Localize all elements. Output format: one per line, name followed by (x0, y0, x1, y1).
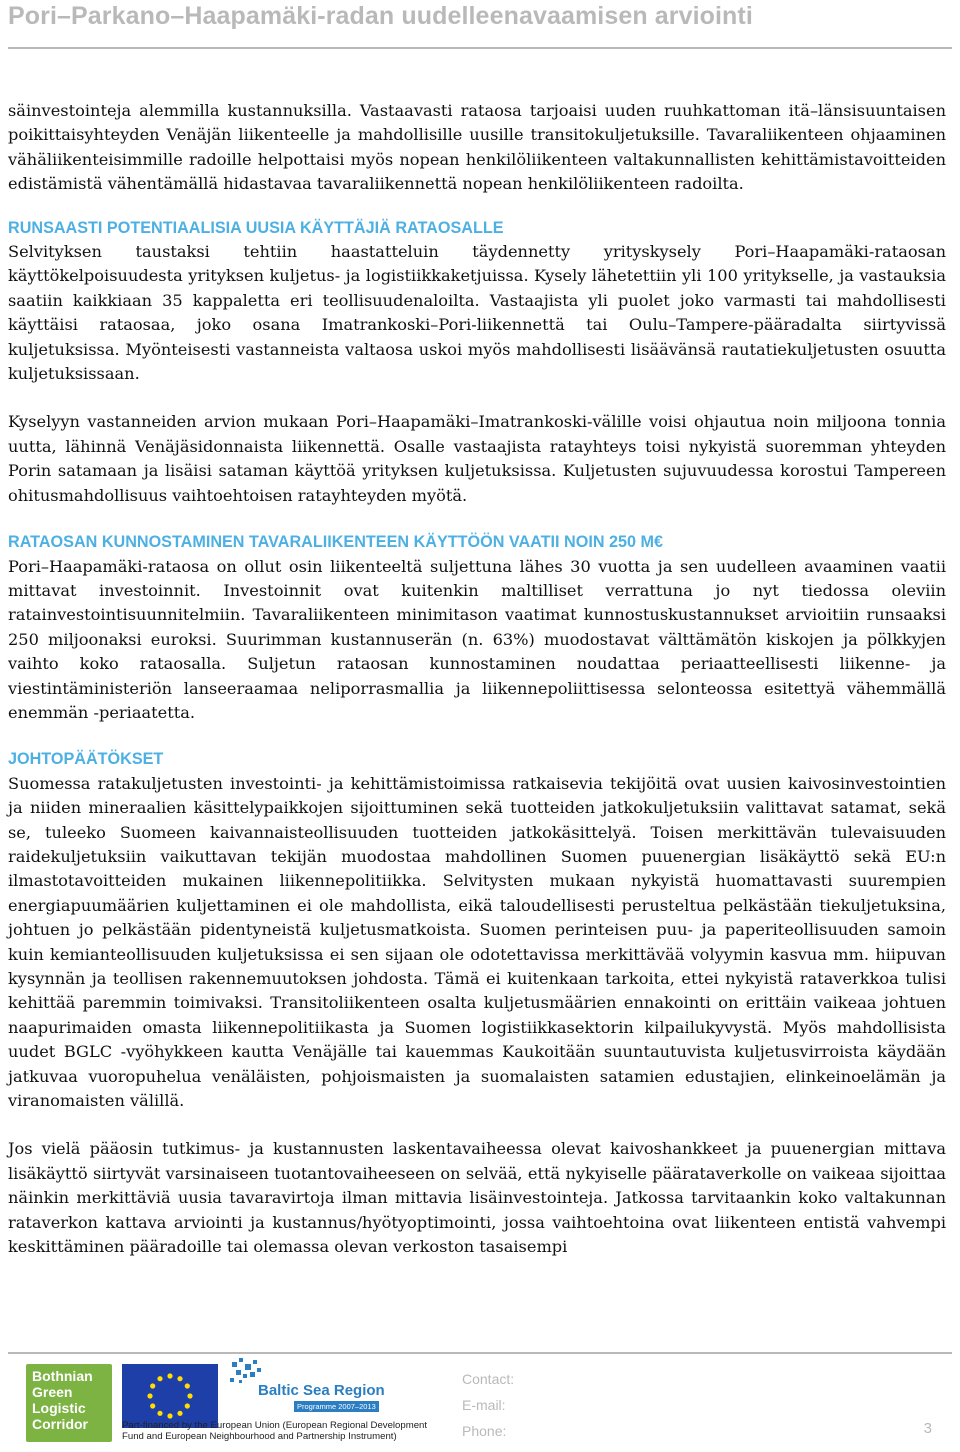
logo-text-line: Green (32, 1384, 73, 1400)
phone-label: Phone: (462, 1423, 507, 1439)
section-heading-conclusions: JOHTOPÄÄTÖKSET (8, 750, 164, 769)
logo-text-line: Bothnian (32, 1368, 93, 1384)
header-divider (8, 47, 952, 49)
logo-text-line: Corridor (32, 1416, 88, 1432)
eu-flag-icon (122, 1364, 218, 1428)
section-heading-renovation: RATAOSAN KUNNOSTAMINEN TAVARALIIKENTEEN KÄYTTÖÖN VAATII NOIN 250 M€ (8, 533, 664, 552)
document-body (8, 99, 946, 1259)
document-title: Pori–Parkano–Haapamäki-radan uudelleenavaamisen arviointi (8, 2, 753, 30)
contact-block (462, 1366, 514, 1444)
section-heading-users: RUNSAASTI POTENTIAALISIA UUSIA KÄYTTÄJIÄ RATAOSALLE (8, 218, 504, 237)
email-label: E-mail: (462, 1397, 506, 1413)
paragraph-survey-estimates: Kyselyyn vastanneiden arvion mukaan Pori–Haapamäki–Imatrankoski-välille voisi ohjautua noin miljoona tonnia uutta, lähinnä Venäjäsidonnaista liikennettä. Osalle vastaajista ratayhteys toisi nykyistä suoremman yhteyden Porin satamaan ja lisäisi sataman käyttöä yrityksen kuljetuksissa. Kuljetusten sujuvuudessa korostui Tampereen ohitusmahdollisuus vaihtoehtoisen ratayhteyden myötä. (8, 412, 946, 505)
paragraph-conclusions-continued: Jos vielä pääosin tutkimus- ja kustannusten laskentavaiheessa olevat kaivoshankkeet ja puuenergian mittava lisäkäyttö siirtyvät varsinaiseen tuotantovaiheeseen on selvää, että nykyiselle päärataverkolle on vaikeaa sijoittaa näinkin merkittäviä uusia tavaravirtoja ilman mittavia lisäinvestointeja. Jatkossa tarvitaankin koko valtakunnan rataverkon kattava arviointi ja kustannus/hyötyoptimointi, jossa vaihtoehtoina ovat liikenteen entistä vahvempi keskittäminen pääradoille tai olemassa olevan verkoston tasaisempi (8, 1139, 946, 1257)
page-number: 3 (923, 1420, 932, 1437)
page-footer (8, 1352, 952, 1446)
paragraph-conclusions: Suomessa ratakuljetusten investointi- ja kehittämistoimissa ratkaisevia tekijöitä ovat uusien kaivosinvestointien ja niiden mineraalien käsittelypaikkojen sijoittuminen sekä tuotteiden jatkokuljetuksiin valittavat satamat, sekä se, tuleeko Suomeen kaivannaisteollisuuden tuotteiden jatkokäsittelyä. Toisen merkittävän tulevaisuuden raidekuljetuksiin vaikuttavan tekijän muodostaa mahdollinen Suomen puuenergian lisäkäyttö sekä EU:n ilmastotavoitteiden mukainen liikennepolitiikka. Selvitysten mukaan nykyistä huomattavasti suurempien energiapuumäärien kuljettaminen ei ole mahdollista, eikä taloudellisesti perusteltua pelkästään tiekuljetuksina, johtuen jo pelkästään pidentyneistä kuljetusmatkoista. Suomen perinteisen puu- ja paperiteollisuuden samoin kuin kemianteollisuuden kuljetuksissa ei sen sijaan ole odotettavissa merkittävää volyymin kasvua mm. hiipuvan kysynnän ja teollisen rakennemuutoksen johdosta. Tämä ei kuitenkaan tarkoita, ettei nykyistä rataverkkoa tulisi kehittää paremmin toimivaksi. Transitoliikenteen osalta kuljetusmäärien ennakointi on erittäin vaikeaa johtuen naapurimaiden omasta liikennepolitiikasta ja Suomen logistiikkasektorin kilpailukyvystä. Myös mahdollisista uudet BGLC -vyöhykkeen kautta Venäjälle tai kauemmas Kaukoitään suuntautuvista kuljetusvirroista käydään jatkuvaa vuoropuhelua venäläisten, pohjoismaisten ja suomalaisten satamien edustajien, elinkeinoelämän ja viranomaisten välillä. (8, 773, 946, 1111)
paragraph-renovation: Pori–Haapamäki-rataosa on ollut osin liikenteeltä suljettuna lähes 30 vuotta ja sen uudelleen avaaminen vaatii mittavat investoinnit. Investoinnit ovat kuitenkin maltilliset verrattuna jo nyt tiedossa oleviin ratainvestointisuunnitelmiin. Tavaraliikenteen minimitason vaatimat kunnostuskustannukset arvioitiin runsaaksi 250 miljoonaksi euroksi. Suurimman kustannuserän (n. 63%) muodostavat välttämätön kiskojen ja pölkkyjen vaihto koko rataosalla. Suljetun rataosan kunnostaminen noudattaa periaatteellisesti liikenne- ja viestintäministeriön lanseeraamaa neliporrasmallia ja liikennepoliittisessa selonteossa esitettyä vähemmällä enemmän -periaatetta. (8, 556, 946, 722)
bsr-name: Baltic Sea Region (258, 1382, 385, 1399)
bsr-programme: Programme 2007–2013 (294, 1401, 379, 1412)
logo-text-line: Logistic (32, 1400, 86, 1416)
page-header (8, 0, 952, 31)
intro-paragraph: säinvestointeja alemmilla kustannuksilla. Vastaavasti rataosa tarjoaisi uuden ruuhkattoman itä–länsisuuntaisen poikittaisyhteyden Venäjän liikenteelle ja mahdollisille uusille transitokuljetuksille. Tavaraliikenteen ohjaaminen vähäliikenteisimmille radoille helpottaisi myös nopean henkilöliikenteen valtakunnallisten kehittämistavoitteiden edistämistä vähentämällä hidastavaa tavaraliikennettä nopean henkilöliikenteen radoilta. (8, 101, 946, 194)
contact-label: Contact: (462, 1371, 515, 1387)
funding-statement: Part-financed by the European Union (European Regional Development Fund and European Neighbourhood and Partnership Instrument) (122, 1420, 428, 1442)
paragraph-survey: Selvityksen taustaksi tehtiin haastatteluin täydennetty yrityskysely Pori–Haapamäki-rataosan käyttökelpoisuudesta yrityksen kuljetus- ja logistiikkaketjuissa. Kysely lähetettiin yli 100 yritykselle, ja vastauksia saatiin kaikkiaan 35 kappaletta eri teollisuudenaloilta. Vastaajista yli puolet joko varmasti tai mahdollisesti käyttäisi rataosaa, joko osana Imatrankoski–Pori-liikennettä tai Oulu–Tampere-pääradalta siirtyvissä kuljetuksissa. Myönteisesti vastanneista valtaosa uskoi myös mahdollisesti lisäävänsä rautatiekuljetusten osuutta kuljetuksissaan. (8, 242, 946, 384)
bglc-logo (26, 1364, 112, 1442)
footer-divider (8, 1352, 952, 1354)
